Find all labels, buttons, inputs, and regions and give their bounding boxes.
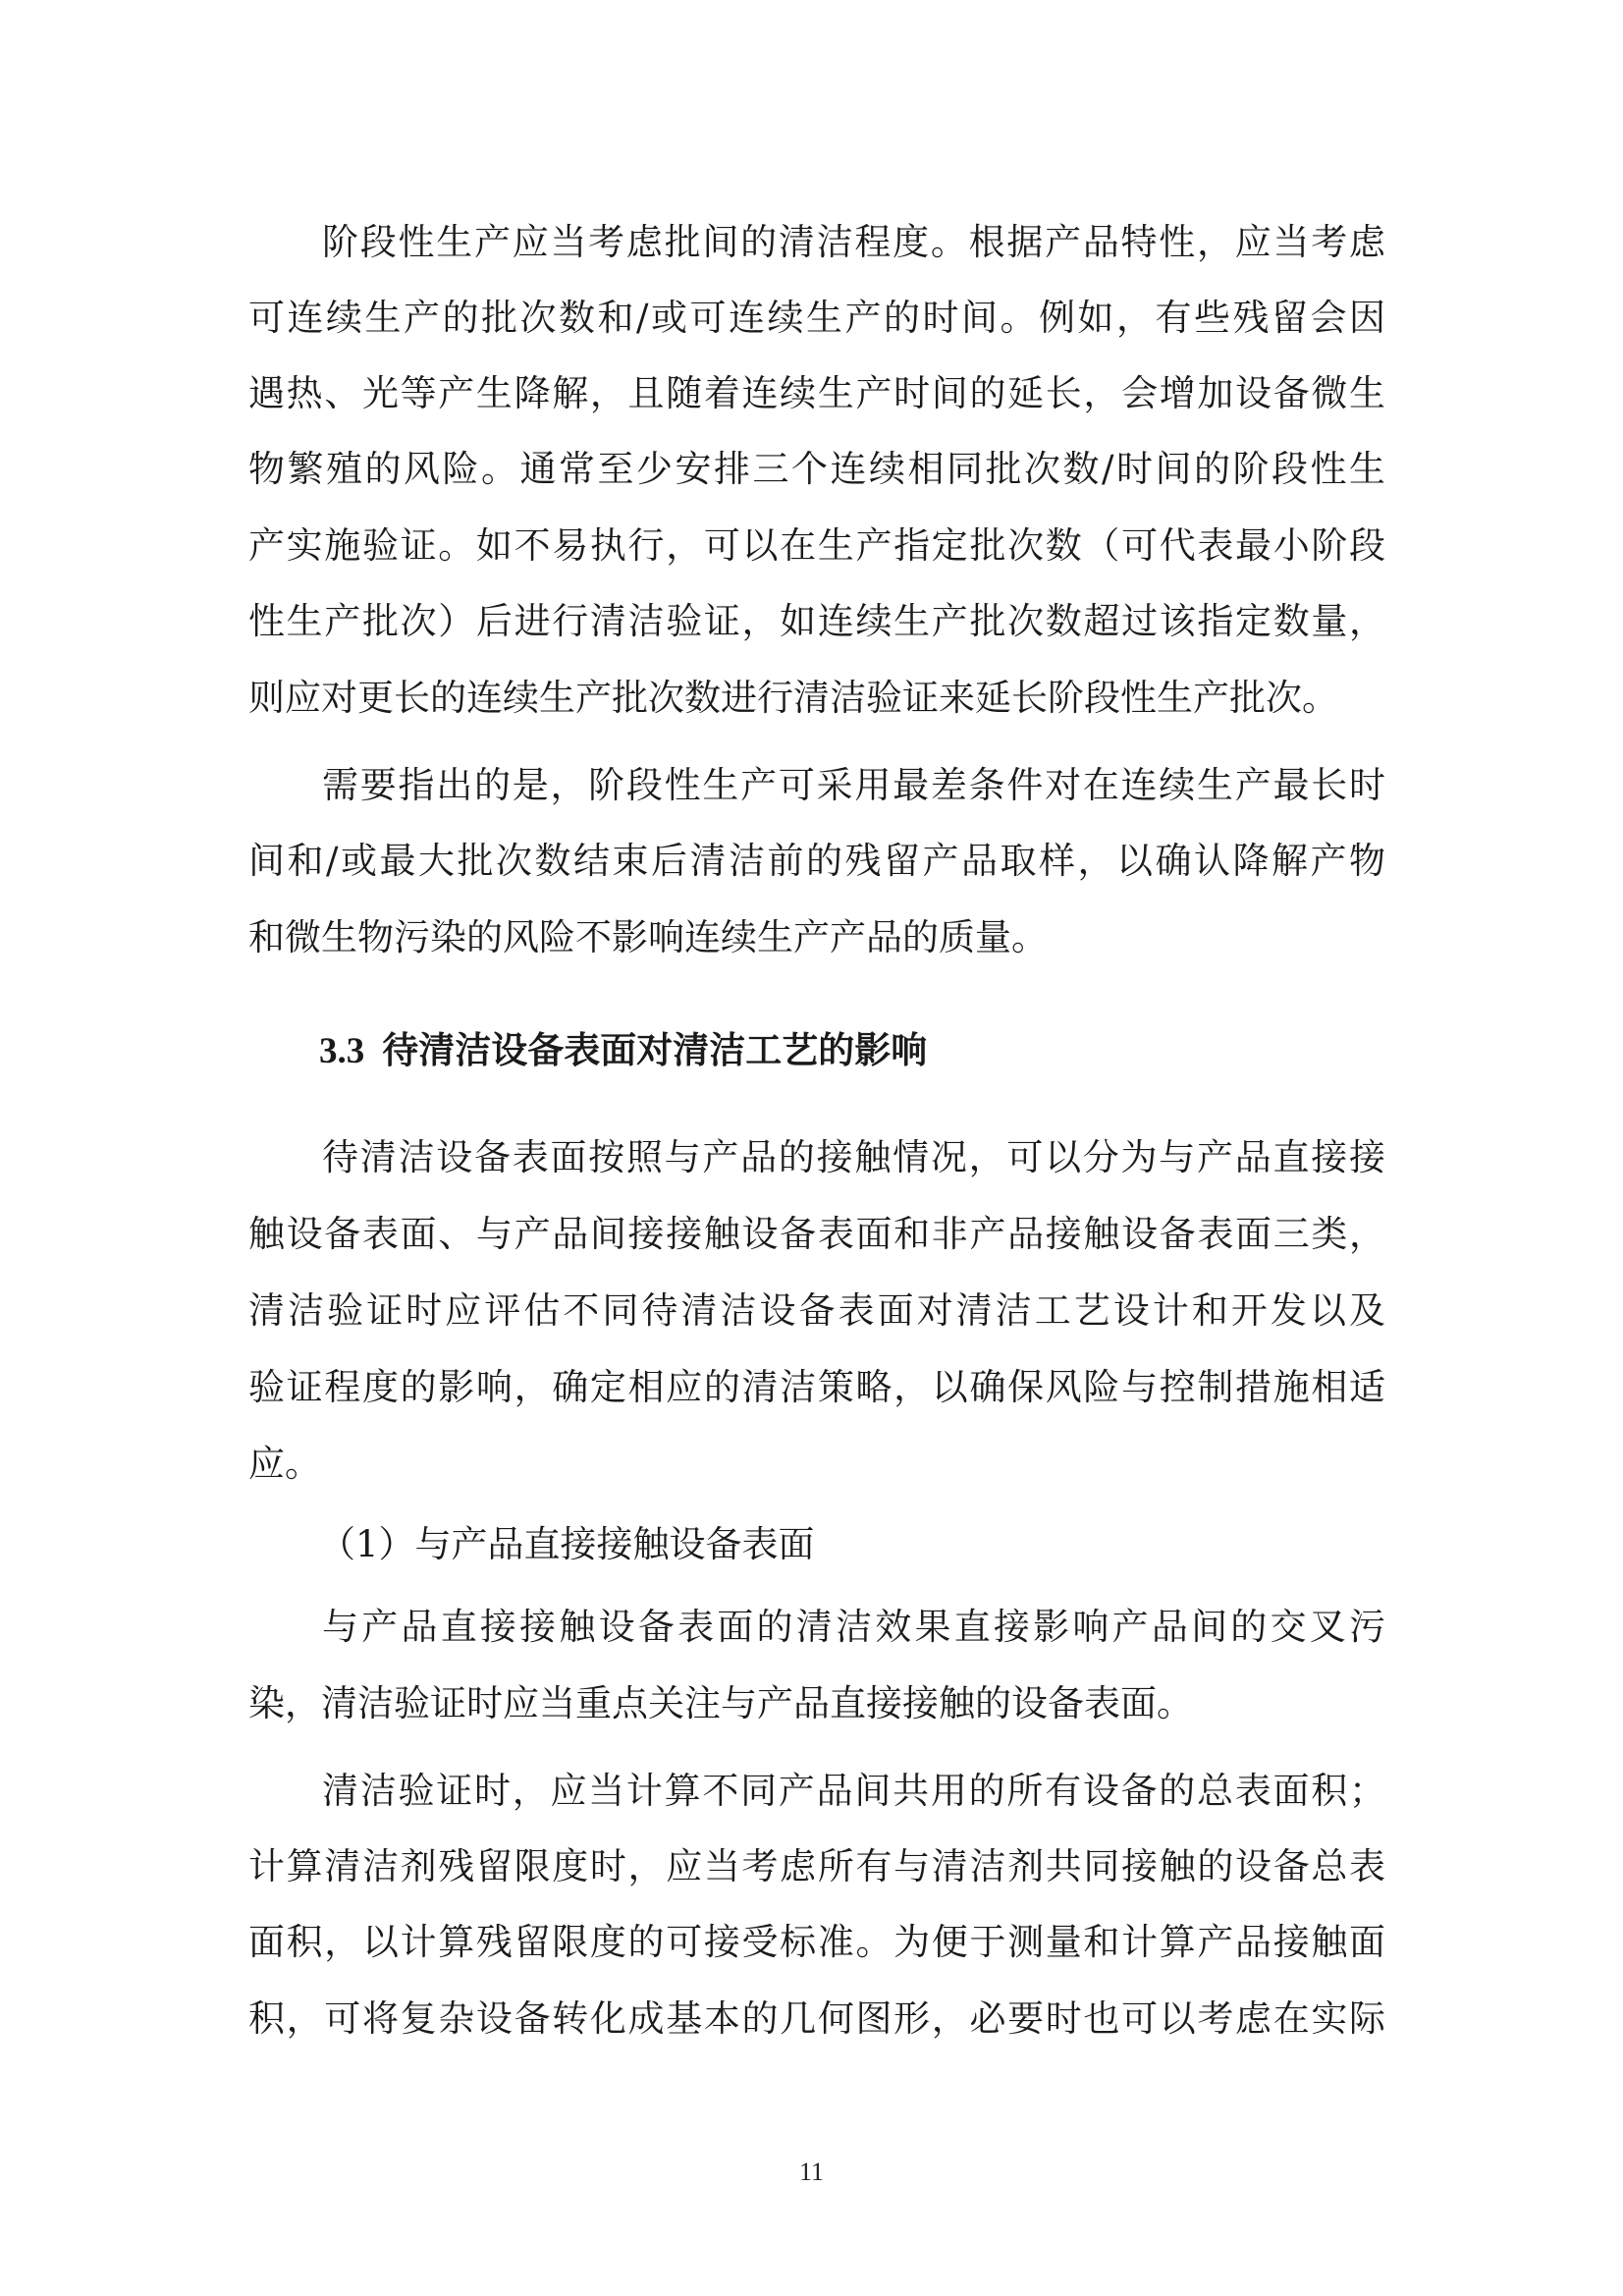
paragraph-1-line-2: 可连续生产的批次数和/或可连续生产的时间。例如，有些残留会因: [248, 299, 1385, 338]
paragraph-3-line-2: 触设备表面、与产品间接接触设备表面和非产品接触设备表面三类，: [248, 1215, 1385, 1254]
paragraph-1-line-6: 性生产批次）后进行清洁验证，如连续生产批次数超过该指定数量，: [248, 602, 1385, 641]
paragraph-1-line-4: 物繁殖的风险。通常至少安排三个连续相同批次数/时间的阶段性生: [248, 450, 1385, 489]
paragraph-3-line-1: 待清洁设备表面按照与产品的接触情况，可以分为与产品直接接: [322, 1138, 1385, 1177]
paragraph-5-line-1: 清洁验证时，应当计算不同产品间共用的所有设备的总表面积；: [322, 1772, 1385, 1811]
paragraph-1-line-5: 产实施验证。如不易执行，可以在生产指定批次数（可代表最小阶段: [248, 526, 1385, 566]
paragraph-2-line-1: 需要指出的是，阶段性生产可采用最差条件对在连续生产最长时: [322, 766, 1385, 805]
paragraph-4-line-1: 与产品直接接触设备表面的清洁效果直接影响产品间的交叉污: [322, 1608, 1385, 1647]
paragraph-1-line-3: 遇热、光等产生降解，且随着连续生产时间的延长，会增加设备微生: [248, 374, 1385, 413]
paragraph-1-line-7: 则应对更长的连续生产批次数进行清洁验证来延长阶段性生产批次。: [248, 679, 1338, 718]
page-number: 11: [798, 2158, 825, 2186]
paragraph-5-line-4: 积，可将复杂设备转化成基本的几何图形，必要时也可以考虑在实际: [248, 1999, 1385, 2039]
paragraph-2-line-3: 和微生物污染的风险不影响连续生产产品的质量。: [248, 918, 1048, 957]
paragraph-1-line-1: 阶段性生产应当考虑批间的清洁程度。根据产品特性，应当考虑: [322, 223, 1385, 262]
section-number: 3.3: [319, 1031, 365, 1071]
paragraph-3-line-4: 验证程度的影响，确定相应的清洁策略，以确保风险与控制措施相适: [248, 1368, 1385, 1407]
paragraph-5-line-3: 面积，以计算残留限度的可接受标准。为便于测量和计算产品接触面: [248, 1923, 1385, 1962]
paragraph-4-line-2: 染，清洁验证时应当重点关注与产品直接接触的设备表面。: [248, 1684, 1193, 1723]
paragraph-2-line-2: 间和/或最大批次数结束后清洁前的残留产品取样，以确认降解产物: [248, 842, 1385, 881]
section-title: 待清洁设备表面对清洁工艺的影响: [382, 1028, 928, 1071]
paragraph-3-line-3: 清洁验证时应评估不同待清洁设备表面对清洁工艺设计和开发以及: [248, 1291, 1385, 1331]
section-heading: [319, 1030, 927, 1071]
subsection-heading: （1）与产品直接接触设备表面: [319, 1523, 815, 1565]
paragraph-3-line-5: 应。: [248, 1445, 321, 1484]
paragraph-5-line-2: 计算清洁剂残留限度时，应当考虑所有与清洁剂共同接触的设备总表: [248, 1847, 1385, 1886]
